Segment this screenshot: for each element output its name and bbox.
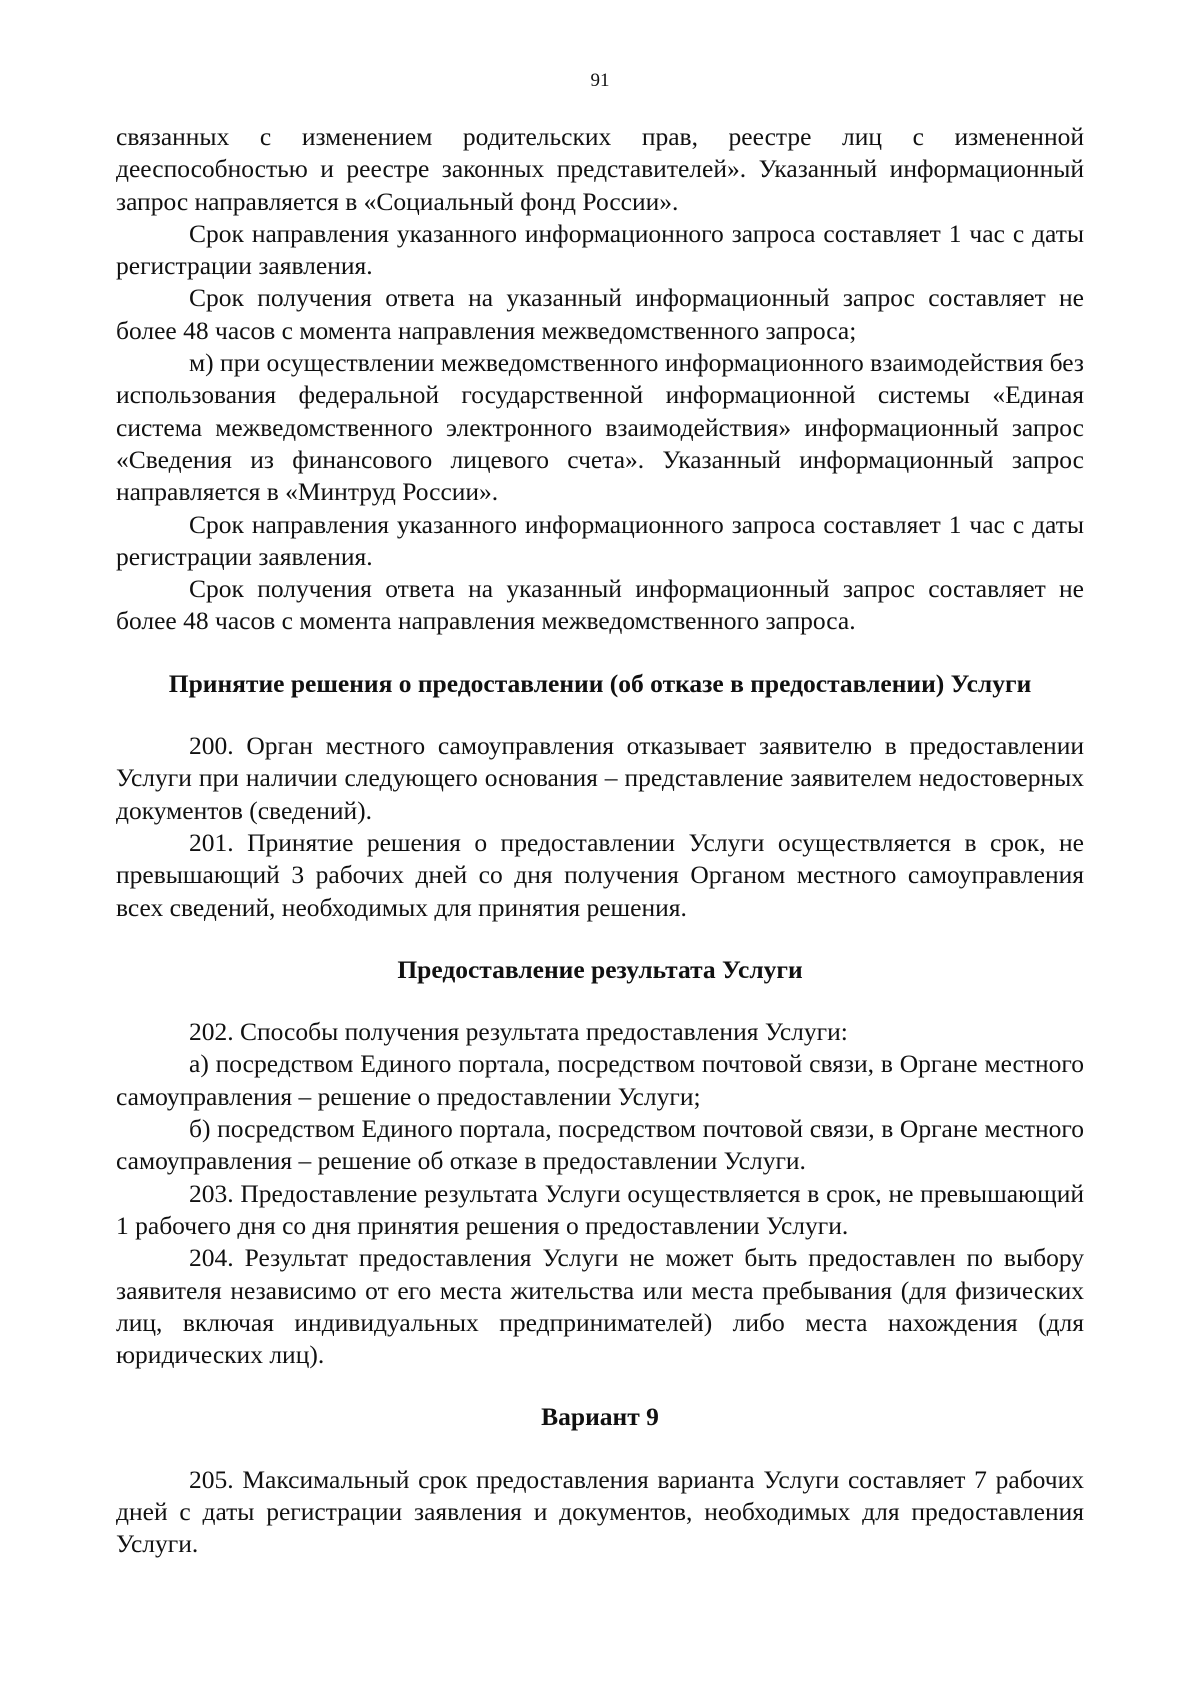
paragraph-response-deadline-2: Срок получения ответа на указанный информационный запрос составляет не более 48 часов с момента направления межведомственного запроса. <box>116 574 1084 636</box>
paragraph-202-a: а) посредством Единого портала, посредством почтовой связи, в Органе местного самоуправления – решение о предоставлении Услуги; <box>116 1049 1084 1111</box>
paragraph-continuation: связанных с изменением родительских прав, реестре лиц с измененной дееспособностью и реестре законных представителей». Указанный информационный запрос направляется в «Социальный фонд России». <box>116 122 1084 216</box>
paragraph-response-deadline: Срок получения ответа на указанный информационный запрос составляет не более 48 часов с момента направления межведомственного запроса; <box>116 283 1084 345</box>
paragraph-202: 202. Способы получения результата предоставления Услуги: <box>189 1017 848 1047</box>
section-heading-variant-9: Вариант 9 <box>541 1402 659 1432</box>
page-number: 91 <box>590 70 610 91</box>
paragraph-200: 200. Орган местного самоуправления отказывает заявителю в предоставлении Услуги при наличии следующего основания – представление заявителем недостоверных документов (сведений). <box>116 731 1084 825</box>
section-heading-result: Предоставление результата Услуги <box>397 954 803 984</box>
document-body <box>116 121 1084 1561</box>
paragraph-205: 205. Максимальный срок предоставления варианта Услуги составляет 7 рабочих дней с даты регистрации заявления и документов, необходимых для предоставления Услуги. <box>116 1464 1084 1559</box>
paragraph-204: 204. Результат предоставления Услуги не может быть предоставлен по выбору заявителя независимо от его места жительства или места пребывания (для физических лиц, включая индивидуальных предпринимателей) либо места нахождения (для юридических лиц). <box>116 1243 1084 1370</box>
paragraph-item-m: м) при осуществлении межведомственного информационного взаимодействия без использования федеральной государственной информационной системы «Единая система межведомственного электронного взаимодействия» информационный запрос «Сведения из финансового лицевого счета». Указанный информационный запрос направляется в «Минтруд России». <box>116 348 1084 507</box>
paragraph-201: 201. Принятие решения о предоставлении Услуги осуществляется в срок, не превышающий 3 рабочих дней со дня получения Органом местного самоуправления всех сведений, необходимых для принятия решения. <box>116 827 1084 922</box>
paragraph-202-b: б) посредством Единого портала, посредством почтовой связи, в Органе местного самоуправления – решение об отказе в предоставлении Услуги. <box>116 1114 1084 1176</box>
section-heading-decision: Принятие решения о предоставлении (об отказе в предоставлении) Услуги <box>168 668 1032 698</box>
paragraph-203: 203. Предоставление результата Услуги осуществляется в срок, не превышающий 1 рабочего дня со дня принятия решения о предоставлении Услуги. <box>116 1178 1084 1240</box>
paragraph-request-deadline: Срок направления указанного информационного запроса составляет 1 час с даты регистрации заявления. <box>116 218 1084 281</box>
paragraph-request-deadline-2: Срок направления указанного информационного запроса составляет 1 час с даты регистрации заявления. <box>116 509 1084 571</box>
